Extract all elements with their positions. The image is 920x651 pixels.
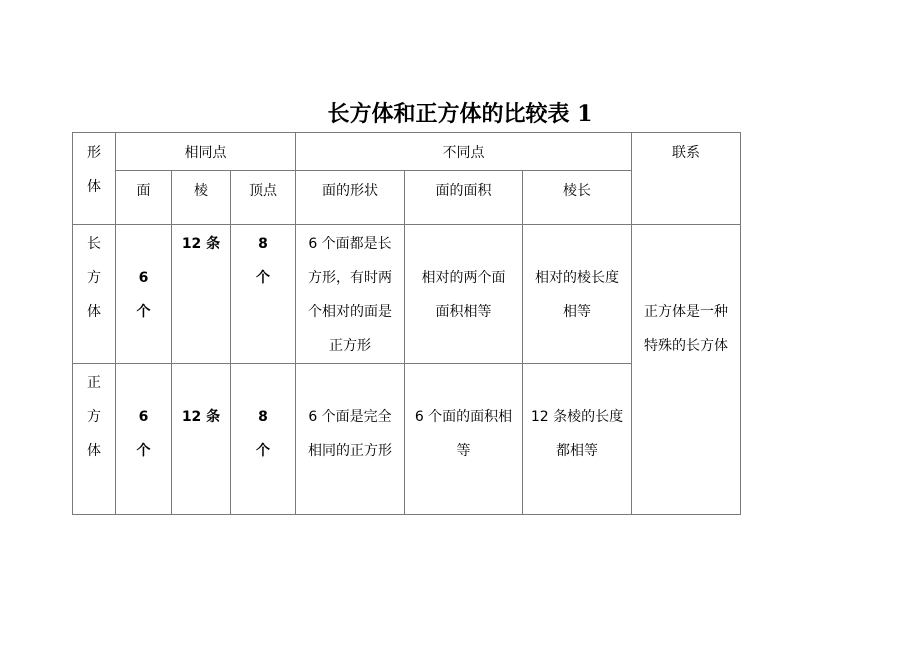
header-shape-cell (73, 133, 116, 225)
cell-text: 12 条棱的长度 (530, 409, 624, 425)
row-name-char: 长 (87, 236, 101, 252)
row-name-char: 体 (87, 304, 101, 320)
relation-text: 正方体是一种 (644, 304, 728, 320)
subheader-label: 面的形状 (322, 183, 378, 199)
cell-text: 相对的两个面 (421, 270, 506, 286)
cuboid-vertices (231, 225, 296, 364)
cell-text: 个相对的面是 (308, 304, 392, 320)
header-different-label: 不同点 (442, 145, 485, 161)
cube-edges (172, 364, 231, 515)
subheader-label: 面的面积 (435, 183, 492, 199)
cell-text: 12 条 (181, 409, 221, 425)
cell-text: 个 (136, 443, 151, 459)
cube-face-area (405, 364, 523, 515)
cube-faces (116, 364, 172, 515)
cube-vertices (231, 364, 296, 515)
subheader-vertices (231, 171, 296, 225)
cuboid-edge-length (523, 225, 632, 364)
cell-text: 8 (258, 236, 268, 252)
cell-text: 6 个面是完全 (308, 409, 392, 425)
cell-text: 相对的棱长度 (535, 270, 619, 286)
cell-text: 等 (456, 443, 471, 459)
subheader-edge-length (523, 171, 632, 225)
row-name-char: 体 (87, 443, 101, 459)
cell-text: 8 (258, 409, 268, 425)
subheader-label: 棱长 (563, 183, 591, 199)
relation-text: 特殊的长方体 (644, 338, 728, 354)
cell-text: 6 个面都是长 (308, 236, 392, 252)
cell-text: 方形，有时两 (308, 270, 392, 286)
cell-text: 相同的正方形 (308, 443, 392, 459)
subheader-face-shape (296, 171, 405, 225)
subheader-label: 面 (136, 183, 151, 199)
row-name-char: 方 (87, 270, 101, 286)
cuboid-face-shape (296, 225, 405, 364)
cuboid-face-area (405, 225, 523, 364)
header-relation (632, 133, 741, 225)
cube-edge-length (523, 364, 632, 515)
cell-text: 12 条 (181, 236, 221, 252)
cell-text: 正方形 (329, 338, 371, 354)
header-shape-label: 体 (87, 179, 101, 195)
cell-text: 6 (138, 270, 149, 286)
row-name-cube (73, 364, 116, 515)
subheader-label: 棱 (194, 183, 208, 199)
cuboid-faces (116, 225, 172, 364)
cell-text: 6 个面的面积相 (414, 409, 513, 425)
subheader-edges (172, 171, 231, 225)
cell-text: 个 (256, 270, 270, 286)
cell-text: 都相等 (556, 443, 598, 459)
header-different (296, 133, 632, 171)
table-row (73, 225, 741, 364)
subheader-face-area (405, 171, 523, 225)
header-same-label: 相同点 (184, 145, 227, 161)
cube-face-shape (296, 364, 405, 515)
header-same (116, 133, 296, 171)
page-title: 长方体和正方体的比较表 1 (327, 101, 593, 127)
cell-text: 面积相等 (435, 304, 492, 320)
cell-text: 相等 (563, 304, 591, 320)
cell-text: 6 (138, 409, 149, 425)
row-name-char: 正 (87, 375, 101, 391)
subheader-faces (116, 171, 172, 225)
subheader-label: 顶点 (249, 183, 277, 199)
header-relation-label: 联系 (672, 145, 700, 161)
cuboid-edges (172, 225, 231, 364)
comparison-table (72, 132, 741, 515)
header-shape-label: 形 (87, 145, 101, 161)
row-name-char: 方 (87, 409, 101, 425)
cell-text: 个 (256, 443, 270, 459)
row-name-cuboid (73, 225, 116, 364)
relation-cell (632, 225, 741, 515)
cell-text: 个 (136, 304, 151, 320)
